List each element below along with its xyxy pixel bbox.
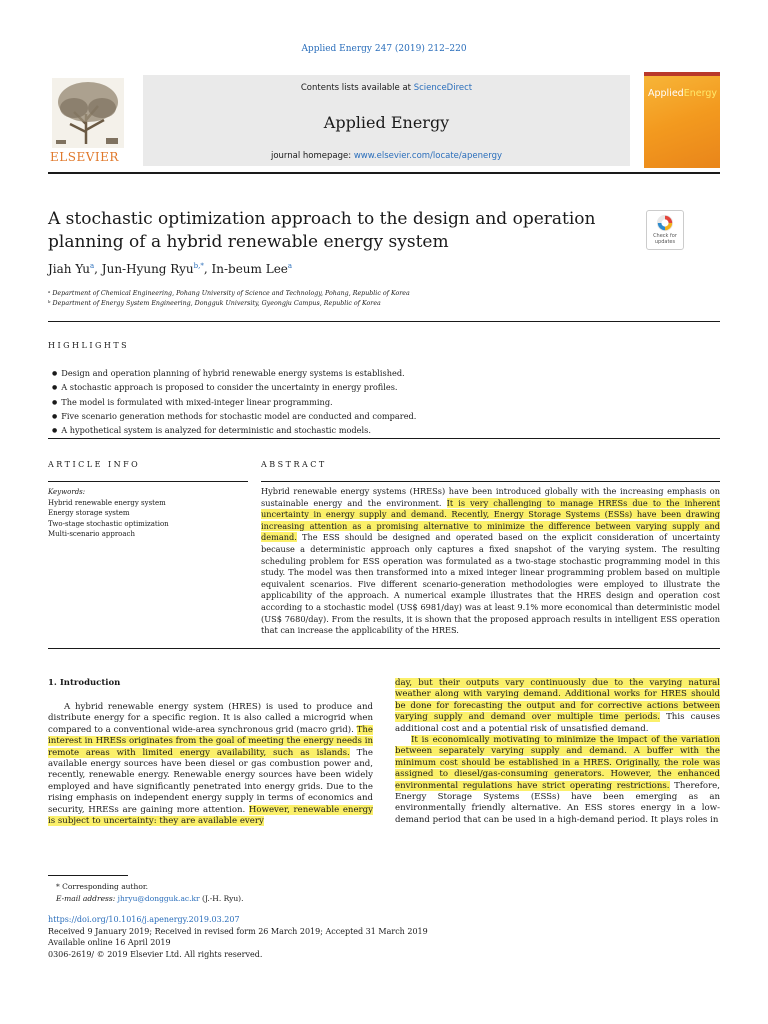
affiliation-b: ᵇ Department of Energy System Engineering, Dongguk University, Gyeongju Campus, Republic of Korea	[48, 300, 381, 307]
masthead	[48, 70, 720, 170]
body-segment: A hybrid renewable energy system (HRES) is used to produce and distribute energy for a specific region. It is also called a microgrid when compared to a conventional wide-area synchronous grid (macro grid).	[48, 702, 373, 735]
keyword: Multi-scenario approach	[48, 530, 135, 538]
highlight-item: ● Design and operation planning of hybrid renewable energy systems is established.	[52, 367, 416, 381]
abstract-segment: The ESS should be designed and operated based on the explicit consideration of uncertainty because a deterministic approach only captures a fixed snapshot of the varying system. The resulting scheduling problem for ESS operation was formulated as a two-stage stochastic programming model in this study. The model was then transformed into a mixed integer linear programming problem based on multiple equivalent scenarios. Five different scenario-generation methodologies were employed to illustrate the applicability of the approach. A numerical example illustrates that the HRES design and operation cost according to a stochastic model (US$ 6981/day) was at least 9.1% more economical than deterministic model (US$ 7680/day). From the results, it is shown that the proposed approach results in intelligent ESS operation that can increase the applicability of the HRES.	[261, 532, 720, 636]
body-highlighted-segment: day, but their outputs vary continuously due to the varying natural weather along with varying demand. Additional works for HRES should be done for forecasting the output and for corrective actions between varying supply and demand over multiple time periods.	[395, 678, 720, 723]
journal-reference-link[interactable]: Applied Energy 247 (2019) 212–220	[301, 44, 467, 54]
cover-title-a: Applied	[648, 88, 684, 99]
author-sep: ,	[203, 262, 212, 276]
keyword: Two-stage stochastic optimization	[48, 519, 169, 528]
keyword: Hybrid renewable energy system	[48, 498, 166, 507]
introduction-heading: 1. Introduction	[48, 678, 121, 688]
body-highlighted-segment: It is economically motivating to minimize the impact of the variation between separately varying supply and demand. A buffer with the minimum cost should be established in a HRES. Originally, the role was assigned to diesel/gas-consuming generators. However, the enhanced environmental regulations have strict operating restrictions.	[395, 735, 720, 791]
abstract-text	[261, 486, 720, 637]
sciencedirect-link[interactable]: ScienceDirect	[413, 83, 473, 93]
article-title: A stochastic optimization approach to the design and operation planning of a hybrid renewable energy system	[48, 209, 596, 252]
highlights-list	[52, 367, 416, 438]
author-list	[48, 262, 292, 276]
received-dates: Received 9 January 2019; Received in revised form 26 March 2019; Accepted 31 March 2019	[48, 926, 428, 936]
publication-info	[48, 914, 428, 960]
highlight-item: ● A stochastic approach is proposed to consider the uncertainty in energy profiles.	[52, 381, 416, 395]
copyright: 0306-2619/ © 2019 Elsevier Ltd. All rights reserved.	[48, 949, 263, 959]
highlight-item: ● Five scenario generation methods for stochastic model are conducted and compared.	[52, 410, 416, 424]
body-column-right	[395, 678, 720, 826]
body-segment: Therefore, Energy Storage Systems (ESSs) have been emerging as an environmentally friendly alternative. An ESS stores energy in a low-demand period that can be used in a high-demand period. It plays roles in	[395, 780, 720, 825]
body-segment: This causes additional cost and a potential risk of unsatisfied demand.	[395, 712, 720, 734]
journal-cover-image[interactable]	[644, 72, 720, 168]
affiliations	[48, 289, 410, 309]
body-paragraph	[395, 678, 720, 735]
affiliation-a: ᵃ Department of Chemical Engineering, Pohang University of Science and Technology, Pohang, Republic of Korea	[48, 290, 410, 297]
author-2-affil[interactable]: b,*	[193, 262, 204, 270]
keyword: Energy storage system	[48, 509, 130, 517]
email-label: E-mail address:	[56, 894, 118, 903]
keywords-block	[48, 487, 169, 540]
cover-title	[648, 88, 717, 99]
body-highlighted-segment: The interest in HRESs originates from the goal of meeting the energy needs in remote areas with limited energy availability, such as islands.	[48, 724, 373, 758]
email-suffix: (J.-H. Ryu).	[199, 894, 244, 903]
highlight-item: ● A hypothetical system is analyzed for deterministic and stochastic models.	[52, 424, 416, 438]
footnote-rule	[48, 875, 128, 876]
crossmark-label: Check for updates	[653, 233, 677, 245]
section-rule	[48, 648, 720, 649]
body-paragraph	[48, 702, 373, 827]
email-link[interactable]: jhryu@dongguk.ac.kr	[117, 894, 200, 903]
keywords-label: Keywords:	[48, 488, 86, 496]
abstract-highlighted-segment: It is very challenging to manage HRESs due to the inherent uncertainty in energy supply and demand. Recently, Energy Storage Systems (ESSs) have been drawing increasing attention as a promising alternative to minimize the difference between varying supply and demand.	[261, 497, 720, 543]
contents-prefix: Contents lists available at	[300, 83, 414, 93]
cover-title-b: Energy	[683, 88, 717, 99]
highlights-heading: HIGHLIGHTS	[48, 341, 130, 350]
section-rule	[48, 321, 720, 322]
journal-banner	[143, 75, 630, 166]
abstract-segment: Hybrid renewable energy systems (HRESs) have been introduced globally with the increasing emphasis on sustainable energy and the environment.	[261, 486, 720, 508]
author-3-affil[interactable]: a	[287, 262, 293, 270]
author-3[interactable]: In-beum Lee	[211, 262, 288, 276]
masthead-rule	[48, 172, 720, 174]
homepage-prefix: journal homepage:	[270, 151, 354, 161]
cover-strip	[644, 72, 720, 76]
email-line	[56, 893, 244, 905]
abstract-rule	[261, 481, 720, 482]
highlight-item: ● The model is formulated with mixed-integer linear programming.	[52, 396, 416, 410]
author-1-affil[interactable]: a	[89, 262, 95, 270]
section-rule	[48, 438, 720, 439]
doi-link[interactable]: https://doi.org/10.1016/j.apenergy.2019.03.207	[48, 915, 240, 924]
homepage-line	[143, 151, 630, 161]
contents-line	[143, 83, 630, 93]
body-paragraph	[395, 735, 720, 826]
author-sep: ,	[94, 262, 102, 276]
author-2[interactable]: Jun-Hyung Ryu	[101, 262, 194, 276]
crossmark-icon	[656, 214, 674, 232]
crossmark-button[interactable]	[646, 210, 684, 250]
article-info-heading: ARTICLE INFO	[48, 460, 141, 469]
author-1[interactable]: Jiah Yu	[48, 262, 90, 276]
body-column-left	[48, 702, 373, 827]
keywords-rule	[48, 481, 248, 482]
abstract-heading: ABSTRACT	[261, 460, 327, 469]
body-segment: The available energy sources have been diesel or gas combustion power and, recently, renewable energy. Renewable energy sources have been widely employed and have significantly penetrated into energy grids. Due to the rising emphasis on independent energy supply in terms of economics and security, HRESs are gaining more attention.	[48, 747, 373, 815]
homepage-link[interactable]: www.elsevier.com/locate/apenergy	[353, 151, 503, 161]
corresponding-author-note: * Corresponding author.	[56, 882, 149, 891]
online-date: Available online 16 April 2019	[48, 938, 171, 948]
publisher-wordmark: ELSEVIER	[50, 150, 119, 164]
footnote	[56, 881, 244, 905]
journal-name: Applied Energy	[323, 113, 450, 132]
body-highlighted-segment: However, renewable energy is subject to uncertainty: they are available every	[48, 804, 373, 827]
